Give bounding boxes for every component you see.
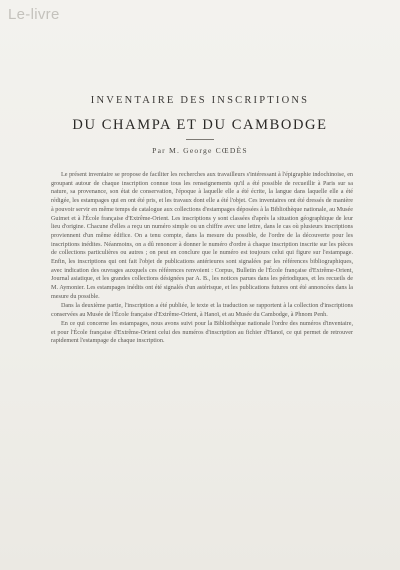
body-paragraph-1: Le présent inventaire se propose de faciliter les recherches aux travailleurs s'intéressant à l'épigraphie indochinoise, en groupant autour de chaque inscription connue tous les renseignements qu'il a été possible de recueillir à Paris sur sa nature, sa provenance, son état de conservation, l'époque à laquelle elle a été écrite, la langue dans laquelle elle a été rédigée, les estampages qui en ont été pris, et les travaux dont elle a été l'objet. Ces inventaires ont été dressés de manière à pouvoir servir en même temps de catalogue aux collections d'estampages déposées à la Bibliothèque nationale, au Musée Guimet et à l'École française d'Extrême-Orient. Les inscriptions y sont classées d'après la situation géographique de leur lieu d'origine. Chacune d'elles a reçu un numéro simple ou un chiffre avec une lettre, dans le cas où plusieurs inscriptions proviennent d'un même édifice. On a tenu compte, dans la mesure du possible, de l'ordre de la découverte pour les inscriptions inédites. Néanmoins, on a dû renoncer à donner le numéro d'ordre à chaque inscription inscrite sur les pièces de collections particulières ou autres ; on peut en conclure que le numéro est toujours celui qui figure sur l'estampage. Enfin, les inscriptions qui ont fait l'objet de publications antérieures sont signalées par les références bibliographiques, avec indication des ouvrages auxquels ces références renvoient : Corpus, Bulletin de l'École française d'Extrême-Orient, Journal asiatique, et les grandes collections désignées par A. B., les notices parues dans les périodiques, et les recueils de M. Aymonier. Les estampages inédits ont été signalés d'un astérisque, et les publications futures ont été annoncées dans la mesure du possible. bbox=[51, 172, 353, 300]
site-watermark: Le-livre bbox=[8, 6, 60, 23]
article-title-line-1: INVENTAIRE DES INSCRIPTIONS bbox=[90, 95, 310, 106]
article-body bbox=[51, 171, 353, 346]
article-byline: Par M. George CŒDÈS bbox=[152, 146, 248, 155]
title-divider bbox=[186, 139, 214, 140]
body-paragraph-2: Dans la deuxième partie, l'inscription a été publiée, le texte et la traduction se rapportent à la collection d'inscriptions conservées au Musée de l'École française d'Extrême-Orient, à Hanoï, et au Musée du Cambodge, à Phnom Penh. bbox=[51, 303, 353, 318]
body-paragraph-3: En ce qui concerne les estampages, nous avons suivi pour la Bibliothèque nationale l'ordre des numéros d'inventaire, et pour l'École française d'Extrême-Orient celui des numéros d'inscription au fichier d'Hanoï, ce qui permet de retrouver rapidement l'estampage de chaque inscription. bbox=[51, 320, 353, 345]
article-title-line-2: DU CHAMPA ET DU CAMBODGE bbox=[72, 117, 328, 133]
